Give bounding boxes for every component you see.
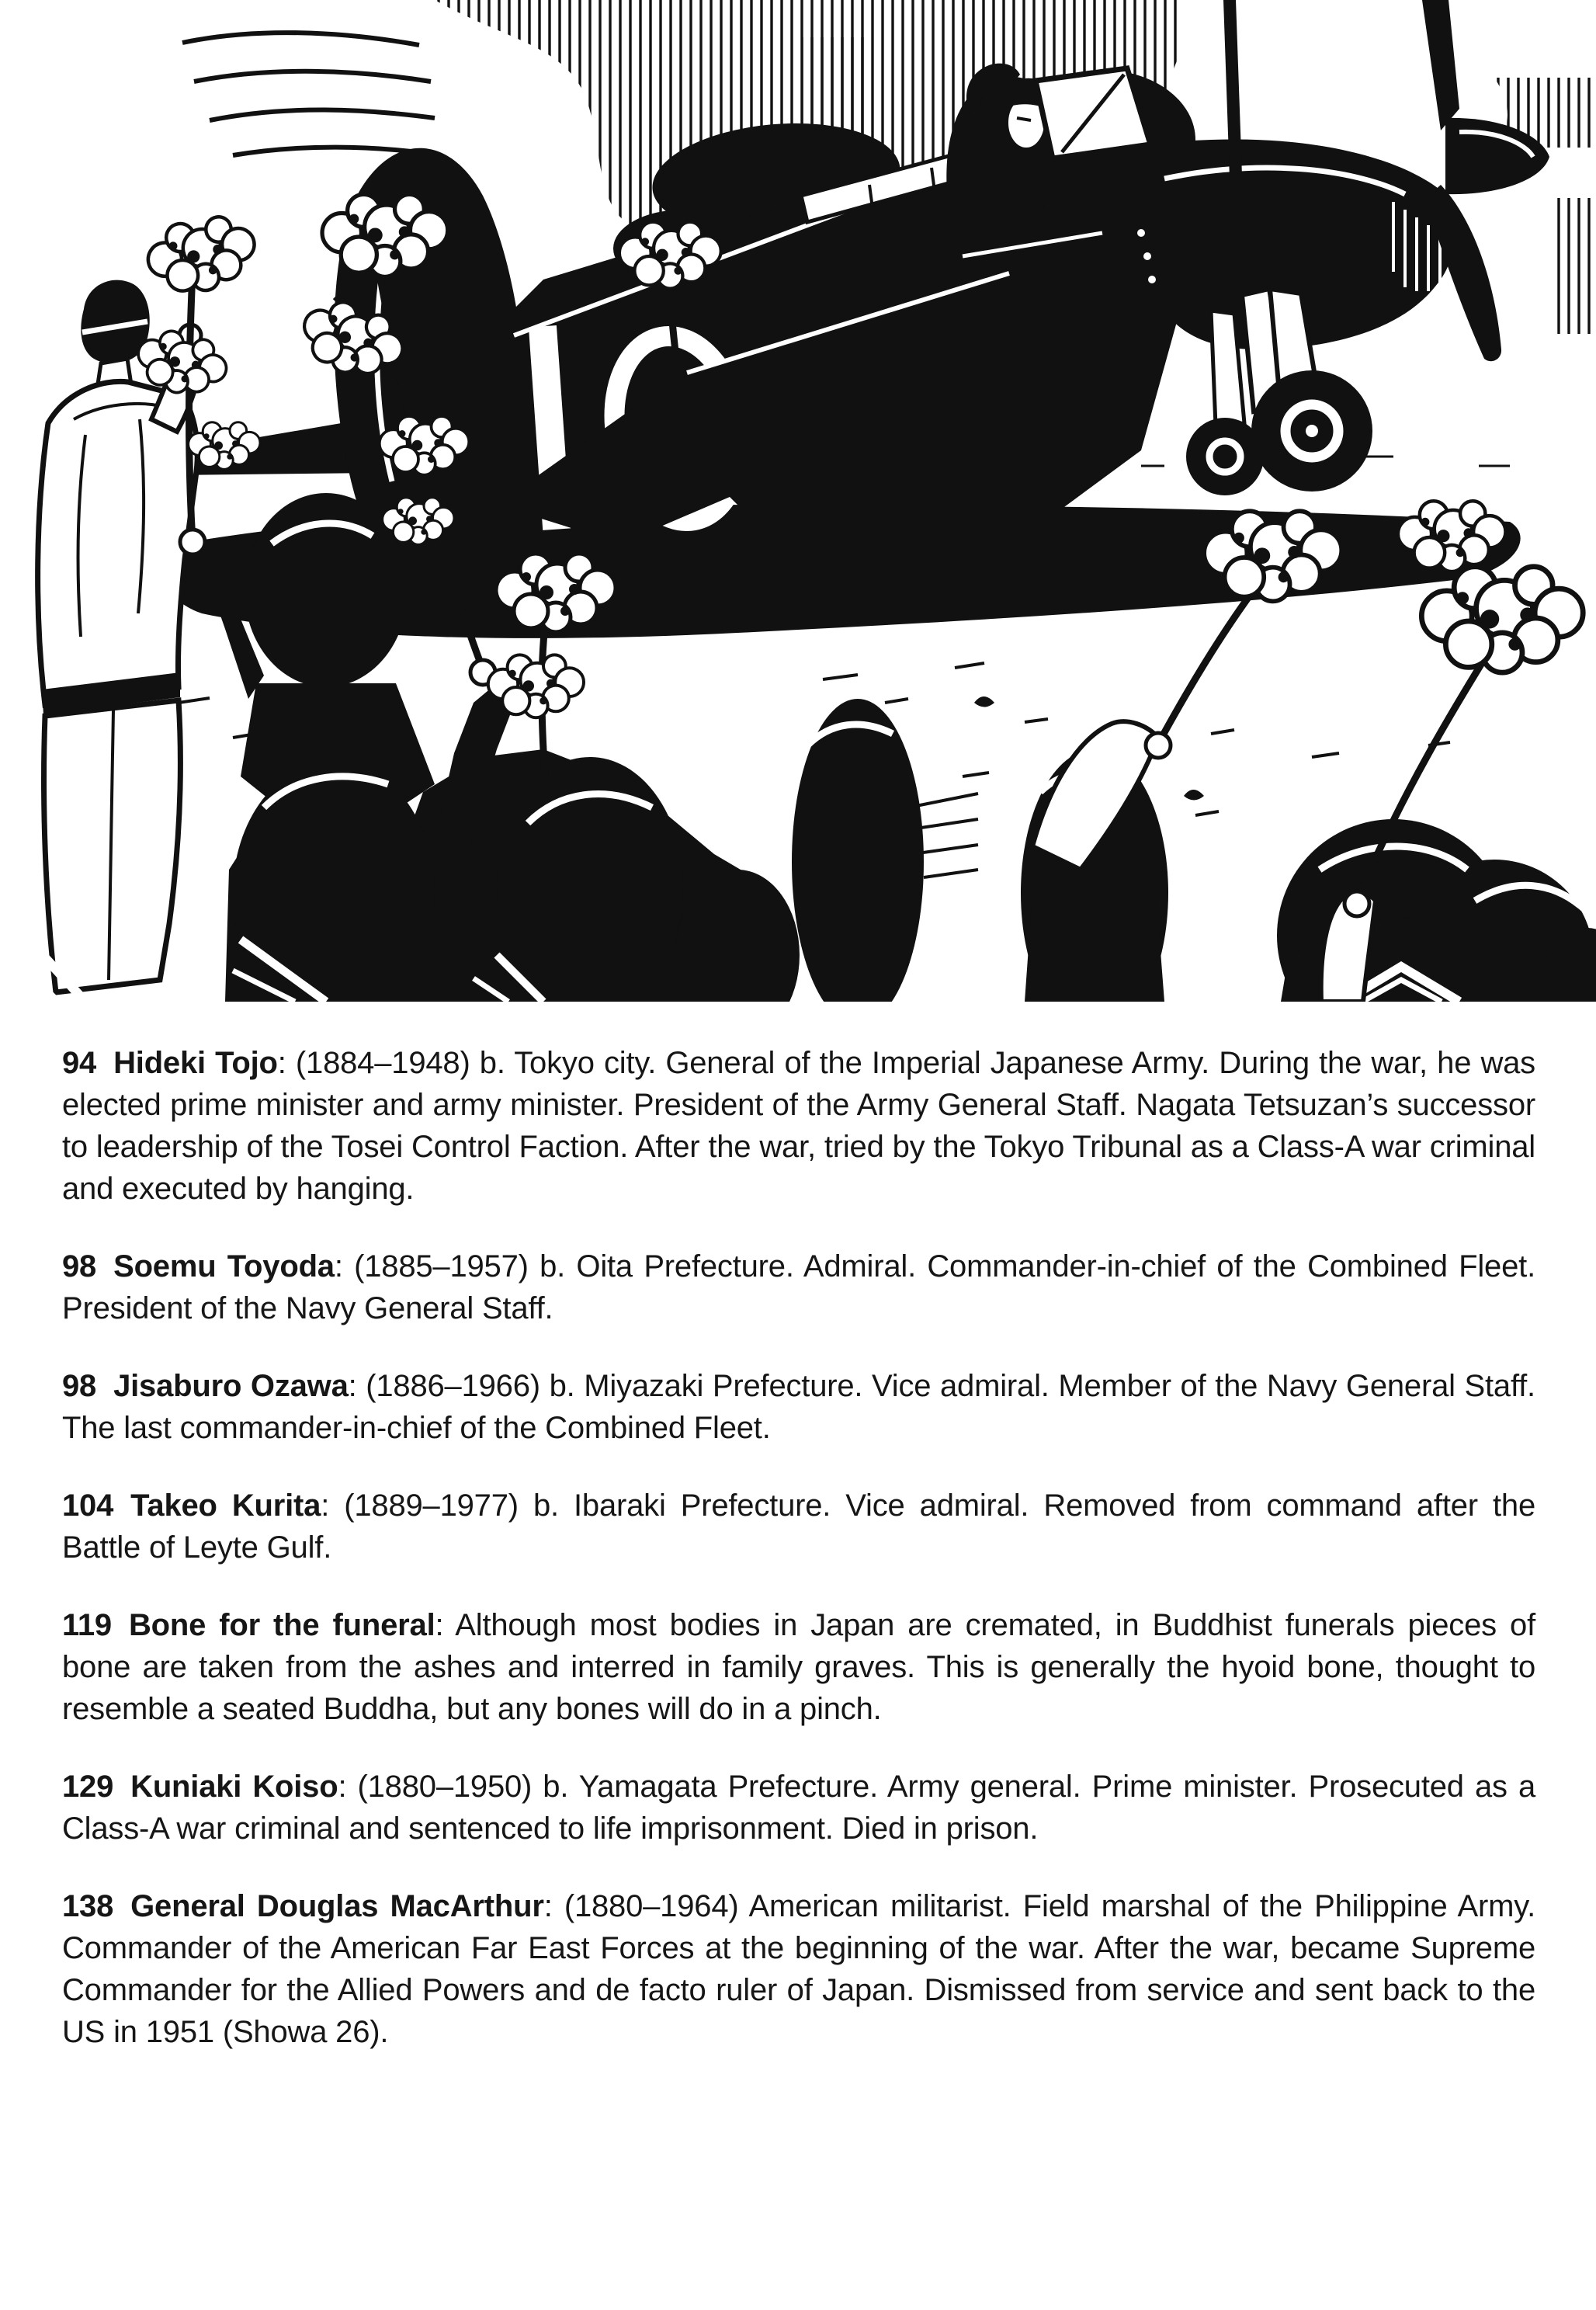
propeller-blade-up (1422, 0, 1459, 130)
cloud-streaks (182, 33, 435, 155)
entry-description: : (1885–1957) b. Oita Prefecture. Admiral. Commander-in-chief of the Combined Fleet. President of the Navy General Staff. (62, 1249, 1535, 1325)
entry-name: Soemu Toyoda (113, 1249, 335, 1284)
glossary-entry (62, 1604, 1535, 1730)
glossary-entry (62, 1042, 1535, 1210)
manga-panel (0, 0, 1596, 1002)
hatched-band-right-low (1551, 198, 1596, 334)
entry-description: : (1884–1948) b. Tokyo city. General of the Imperial Japanese Army. During the war, he was elected prime minister and army minister. President of the Army General Staff. Nagata Tetsuzan’s successor to leadership of the Tosei Control Faction. After the war, tried by the Tokyo Tribunal as a Class-A war criminal and executed by hanging. (62, 1046, 1535, 1206)
entry-number: 94 (62, 1046, 97, 1080)
entry-name: Kuniaki Koiso (130, 1770, 338, 1804)
cloud-hole (411, 27, 497, 82)
entry-name: Jisaburo Ozawa (113, 1369, 349, 1403)
entry-number: 98 (62, 1249, 97, 1284)
blossom-cluster (143, 211, 261, 300)
entry-description: : (1880–1950) b. Yamagata Prefecture. Army general. Prime minister. Prosecuted as a Class-A war criminal and sentenced to life imprisonment. Died in prison. (62, 1770, 1535, 1846)
entry-name: Takeo Kurita (130, 1488, 321, 1523)
glossary-entry (62, 1885, 1535, 2053)
glossary-entry (62, 1365, 1535, 1449)
entry-number: 129 (62, 1770, 114, 1804)
entry-description: : (1886–1966) b. Miyazaki Prefecture. Vice admiral. Member of the Navy General Staff. The last commander-in-chief of the Combined Fleet. (62, 1369, 1535, 1445)
entry-description: : (1889–1977) b. Ibaraki Prefecture. Vice admiral. Removed from command after the Battle of Leyte Gulf. (62, 1488, 1535, 1565)
blossom-cluster (1421, 567, 1583, 672)
entry-number: 104 (62, 1488, 114, 1523)
entry-number: 98 (62, 1369, 97, 1403)
wheel-main-hub (1306, 425, 1318, 437)
entry-name: Hideki Tojo (113, 1046, 278, 1080)
entry-name: Bone for the funeral (128, 1608, 435, 1642)
glossary-entry (62, 1485, 1535, 1568)
entry-description: : Although most bodies in Japan are cremated, in Buddhist funerals pieces of bone are taken from the ashes and interred in family graves. This is generally the hyoid bone, thought to resemble a seated Buddha, but any bones will do in a pinch. (62, 1608, 1535, 1726)
entry-description: : (1880–1964) American militarist. Field marshal of the Philippine Army. Commander of the American Far East Forces at the beginning of the war. After the war, became Supreme Commander for the Allied Powers and de facto ruler of Japan. Dismissed from service and sent back to the US in 1951 (Showa 26). (62, 1889, 1535, 2049)
glossary-entry (62, 1245, 1535, 1329)
entry-name: General Douglas MacArthur (130, 1889, 544, 1923)
glossary (62, 1042, 1535, 2089)
glossary-entry (62, 1766, 1535, 1850)
entry-number: 138 (62, 1889, 114, 1923)
entry-number: 119 (62, 1608, 112, 1642)
